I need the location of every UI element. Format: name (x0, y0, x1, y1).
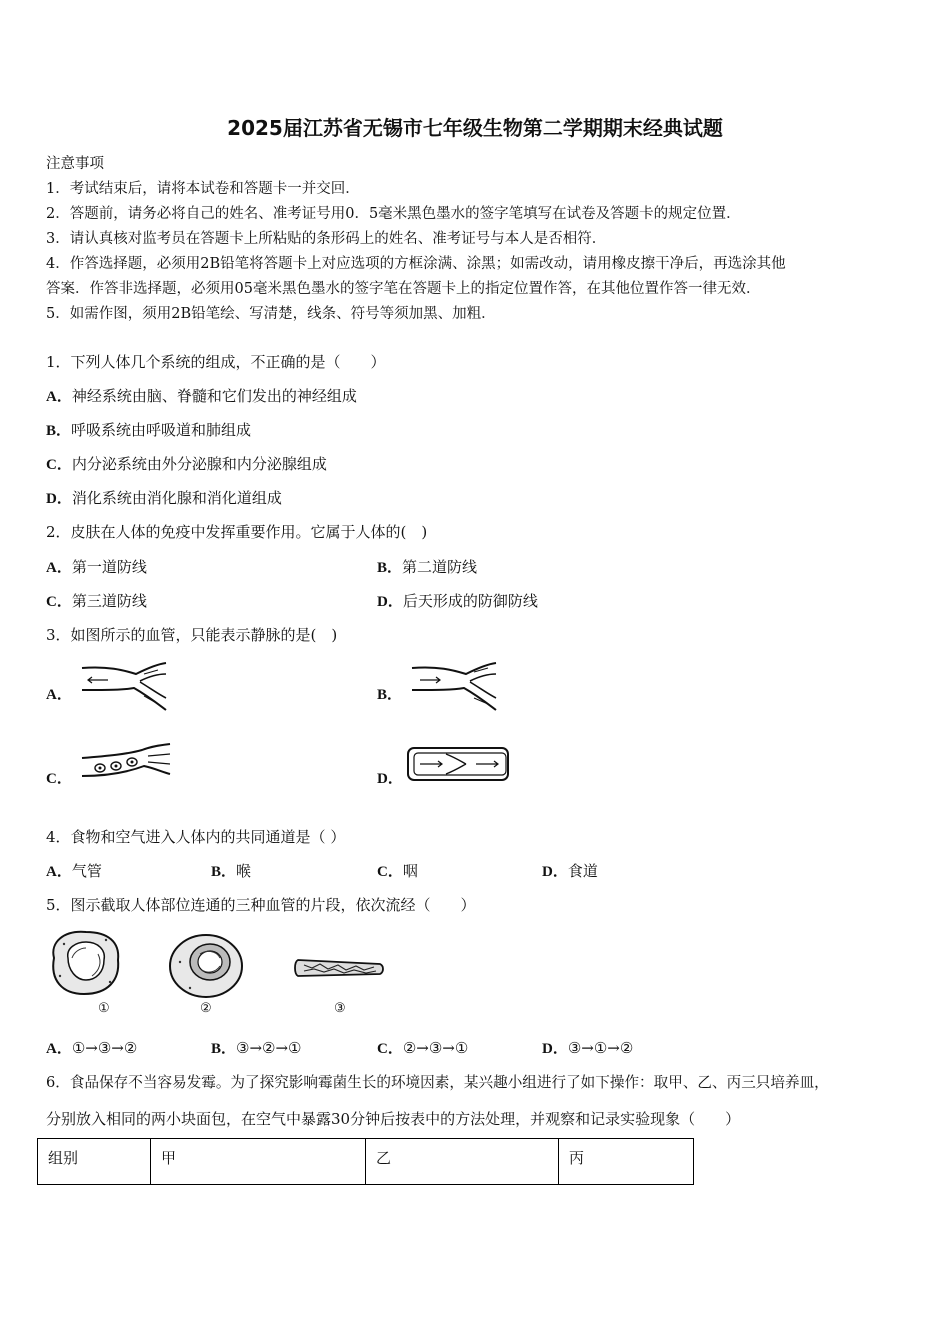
notice-item: 4．作答选择题，必须用2B铅笔将答题卡上对应选项的方框涂满、涂黑；如需改动，请用橡皮擦干净后，再选涂其他 (46, 256, 786, 272)
figure-label-2: ② (200, 1001, 212, 1016)
capillary-segment-figure (294, 956, 386, 980)
artery-cross-section-figure (166, 932, 246, 1000)
notice-item: 1．考试结束后，请将本试卷和答题卡一并交回． (46, 181, 360, 197)
question-1-stem: 1．下列人体几个系统的组成，不正确的是（ ） (46, 353, 386, 371)
q2-option-c[interactable]: C．第三道防线 (46, 592, 147, 610)
q3-option-a[interactable]: A． (46, 687, 72, 703)
q4-option-d[interactable]: D．食道 (542, 862, 598, 880)
experiment-table (37, 1138, 694, 1185)
q4-option-c[interactable]: C．咽 (377, 862, 418, 880)
question-6-stem-line2: 分别放入相同的两小块面包，在空气中暴露30分钟后按表中的方法处理，并观察和记录实验现象（ ） (46, 1110, 741, 1128)
q5-option-c[interactable]: C．②→③→① (377, 1039, 469, 1057)
table-header-cell: 甲 (151, 1139, 366, 1185)
figure-label-3: ③ (334, 1001, 346, 1016)
q3-option-c[interactable]: C． (46, 771, 72, 787)
q4-option-b[interactable]: B．喉 (211, 862, 252, 880)
vessel-branching-diagram (78, 660, 170, 712)
notice-item: 答案．作答非选择题，必须用05毫米黑色墨水的签字笔在答题卡上的指定位置作答，在其他位置作答一律无效． (46, 281, 761, 297)
notice-item: 2．答题前，请务必将自己的姓名、准考证号用0．5毫米黑色墨水的签字笔填写在试卷及答题卡的规定位置． (46, 206, 741, 222)
vein-valve-diagram (406, 746, 512, 784)
capillary-cells-diagram (78, 742, 174, 782)
table-header-cell: 乙 (366, 1139, 559, 1185)
question-6-stem-line1: 6．食品保存不当容易发霉。为了探究影响霉菌生长的环境因素，某兴趣小组进行了如下操作：取甲、乙、丙三只培养皿， (46, 1074, 829, 1091)
question-5-stem: 5．图示截取人体部位连通的三种血管的片段，依次流经（ ） (46, 896, 476, 914)
table-row (38, 1139, 694, 1185)
q1-option-b[interactable]: B．呼吸系统由呼吸道和肺组成 (46, 421, 252, 439)
q5-option-d[interactable]: D．③→①→② (542, 1039, 634, 1057)
notice-heading: 注意事项 (46, 156, 104, 172)
notice-item: 3．请认真核对监考员在答题卡上所粘贴的条形码上的姓名、准考证号与本人是否相符． (46, 231, 607, 247)
vessel-converging-diagram (408, 660, 500, 712)
q3-option-b[interactable]: B． (377, 687, 403, 703)
table-header-cell: 组别 (38, 1139, 151, 1185)
q3-option-d[interactable]: D． (377, 771, 403, 787)
notice-item: 5．如需作图，须用2B铅笔绘、写清楚，线条、符号等须加黑、加粗． (46, 306, 496, 322)
question-3-stem: 3．如图所示的血管，只能表示静脉的是( ) (46, 626, 338, 644)
figure-label-1: ① (98, 1001, 110, 1016)
q4-option-a[interactable]: A．气管 (46, 862, 102, 880)
q2-option-b[interactable]: B．第二道防线 (377, 558, 478, 576)
q2-option-a[interactable]: A．第一道防线 (46, 558, 147, 576)
question-4-stem: 4．食物和空气进入人体内的共同通道是（ ） (46, 828, 346, 846)
table-header-cell: 丙 (559, 1139, 694, 1185)
q5-option-a[interactable]: A．①→③→② (46, 1039, 138, 1057)
q1-option-d[interactable]: D．消化系统由消化腺和消化道组成 (46, 489, 282, 507)
page-title: 2025届江苏省无锡市七年级生物第二学期期末经典试题 (227, 116, 723, 140)
q1-option-c[interactable]: C．内分泌系统由外分泌腺和内分泌腺组成 (46, 455, 327, 473)
q1-option-a[interactable]: A．神经系统由脑、脊髓和它们发出的神经组成 (46, 387, 357, 405)
q5-option-b[interactable]: B．③→②→① (211, 1039, 302, 1057)
question-2-stem: 2．皮肤在人体的免疫中发挥重要作用。它属于人体的( ) (46, 523, 428, 541)
vein-cross-section-figure (46, 928, 124, 998)
q2-option-d[interactable]: D．后天形成的防御防线 (377, 592, 538, 610)
